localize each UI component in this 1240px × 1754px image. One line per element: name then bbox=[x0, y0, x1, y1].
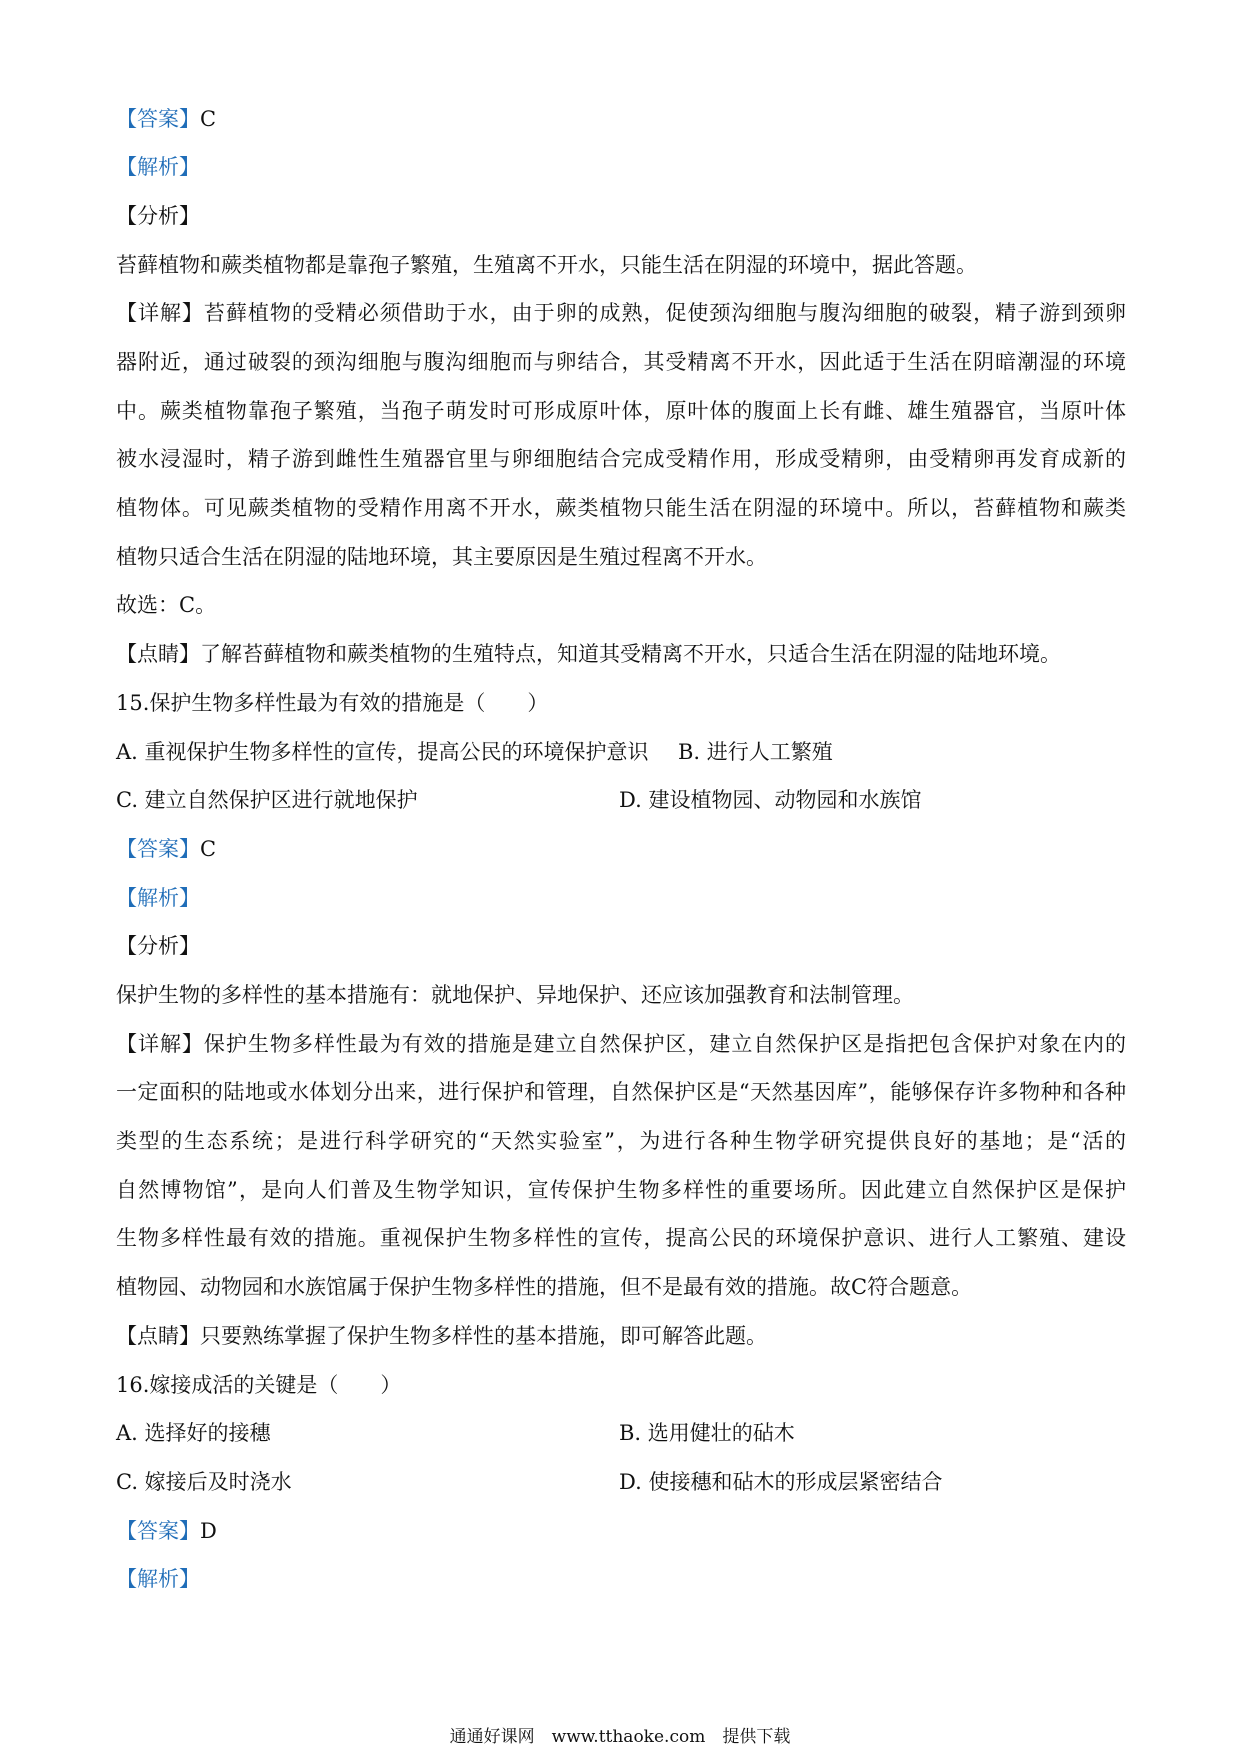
q16-question: 16.嫁接成活的关键是（ ） bbox=[116, 1373, 402, 1397]
q15-detail-line-2: 一定面积的陆地或水体划分出来，进行保护和管理，自然保护区是“天然基因库”，能够保存许多物种和各种 bbox=[116, 1080, 1126, 1104]
q15-detail-line-1 bbox=[116, 1029, 1126, 1059]
q15-answer-line bbox=[116, 834, 1126, 864]
dianjing-text: 只要熟练掌握了保护生物多样性的基本措施，即可解答此题。 bbox=[200, 1324, 767, 1348]
answer-tag: 【答案】 bbox=[116, 1519, 200, 1543]
q16-option-c: C. 嫁接后及时浇水 bbox=[116, 1470, 292, 1494]
q16-option-a: A. 选择好的接穗 bbox=[116, 1421, 271, 1445]
q14-choice-text: 故选：C。 bbox=[116, 593, 217, 617]
page-footer: 通通好课网 www.tthaoke.com 提供下载 bbox=[449, 1727, 791, 1747]
q14-fenxi-tag bbox=[116, 201, 1126, 231]
q14-fenxi-text: 苔藓植物和蕨类植物都是靠孢子繁殖，生殖离不开水，只能生活在阴湿的环境中，据此答题。 bbox=[116, 253, 977, 277]
answer-value: D bbox=[200, 1519, 217, 1543]
analysis-tag: 【解析】 bbox=[116, 1567, 200, 1591]
q16-option-d: D. 使接穗和砧木的形成层紧密结合 bbox=[619, 1470, 943, 1494]
q14-answer-line bbox=[116, 104, 1126, 134]
answer-value: C bbox=[200, 837, 217, 861]
q15-option-d: D. 建设植物园、动物园和水族馆 bbox=[619, 788, 922, 812]
q15-analysis-tag bbox=[116, 883, 1126, 913]
q14-detail-line-6: 植物只适合生活在阴湿的陆地环境，其主要原因是生殖过程离不开水。 bbox=[116, 545, 767, 569]
analysis-tag: 【解析】 bbox=[116, 155, 200, 179]
q15-detail-line-5: 生物多样性最有效的措施。重视保护生物多样性的宣传，提高公民的环境保护意识、进行人工繁殖、建设 bbox=[116, 1226, 1126, 1250]
q15-question: 15.保护生物多样性最为有效的措施是（ ） bbox=[116, 691, 549, 715]
q15-option-c: C. 建立自然保护区进行就地保护 bbox=[116, 788, 418, 812]
q15-detail-line-3: 类型的生态系统；是进行科学研究的“天然实验室”，为进行各种生物学研究提供良好的基地；是“活的 bbox=[116, 1129, 1126, 1153]
q15-dianjing-line bbox=[116, 1321, 1126, 1351]
answer-tag: 【答案】 bbox=[116, 107, 200, 131]
q14-dianjing-line bbox=[116, 639, 1126, 669]
q15-detail-line-6: 植物园、动物园和水族馆属于保护生物多样性的措施，但不是最有效的措施。故C符合题意。 bbox=[116, 1275, 973, 1299]
q14-analysis-tag bbox=[116, 152, 1126, 182]
analysis-tag: 【解析】 bbox=[116, 886, 200, 910]
q16-analysis-tag bbox=[116, 1564, 1126, 1594]
q15-detail-line-4: 自然博物馆”，是向人们普及生物学知识，宣传保护生物多样性的重要场所。因此建立自然保护区是保护 bbox=[116, 1178, 1126, 1202]
q15-option-b: B. 进行人工繁殖 bbox=[678, 740, 833, 764]
dianjing-text: 了解苔藓植物和蕨类植物的生殖特点，知道其受精离不开水，只适合生活在阴湿的陆地环境。 bbox=[200, 642, 1061, 666]
q14-detail-line-3: 中。蕨类植物靠孢子繁殖，当孢子萌发时可形成原叶体，原叶体的腹面上长有雌、雄生殖器官，当原叶体 bbox=[116, 399, 1126, 423]
q14-detail-line-1 bbox=[116, 298, 1126, 328]
q15-option-a: A. 重视保护生物多样性的宣传，提高公民的环境保护意识 bbox=[116, 740, 649, 764]
q15-fenxi-tag bbox=[116, 931, 1126, 961]
fenxi-tag: 【分析】 bbox=[116, 934, 200, 958]
q14-detail-line-4: 被水浸湿时，精子游到雌性生殖器官里与卵细胞结合完成受精作用，形成受精卵，由受精卵再发育成新的 bbox=[116, 447, 1126, 471]
detail-text: 保护生物多样性最为有效的措施是建立自然保护区，建立自然保护区是指把包含保护对象在内的 bbox=[203, 1032, 1127, 1056]
answer-value: C bbox=[200, 107, 217, 131]
detail-tag: 【详解】 bbox=[116, 301, 204, 325]
q16-answer-line bbox=[116, 1516, 1126, 1546]
q15-fenxi-text: 保护生物的多样性的基本措施有：就地保护、异地保护、还应该加强教育和法制管理。 bbox=[116, 983, 914, 1007]
q14-detail-line-2: 器附近，通过破裂的颈沟细胞与腹沟细胞而与卵结合，其受精离不开水，因此适于生活在阴暗潮湿的环境 bbox=[116, 350, 1126, 374]
dianjing-tag: 【点睛】 bbox=[116, 642, 200, 666]
fenxi-tag: 【分析】 bbox=[116, 204, 200, 228]
q14-detail-line-5: 植物体。可见蕨类植物的受精作用离不开水，蕨类植物只能生活在阴湿的环境中。所以，苔藓植物和蕨类 bbox=[116, 496, 1126, 520]
detail-text: 苔藓植物的受精必须借助于水，由于卵的成熟，促使颈沟细胞与腹沟细胞的破裂，精子游到颈卵 bbox=[203, 301, 1127, 325]
q16-option-b: B. 选用健壮的砧木 bbox=[619, 1421, 795, 1445]
dianjing-tag: 【点睛】 bbox=[116, 1324, 200, 1348]
answer-tag: 【答案】 bbox=[116, 837, 200, 861]
detail-tag: 【详解】 bbox=[116, 1032, 204, 1056]
